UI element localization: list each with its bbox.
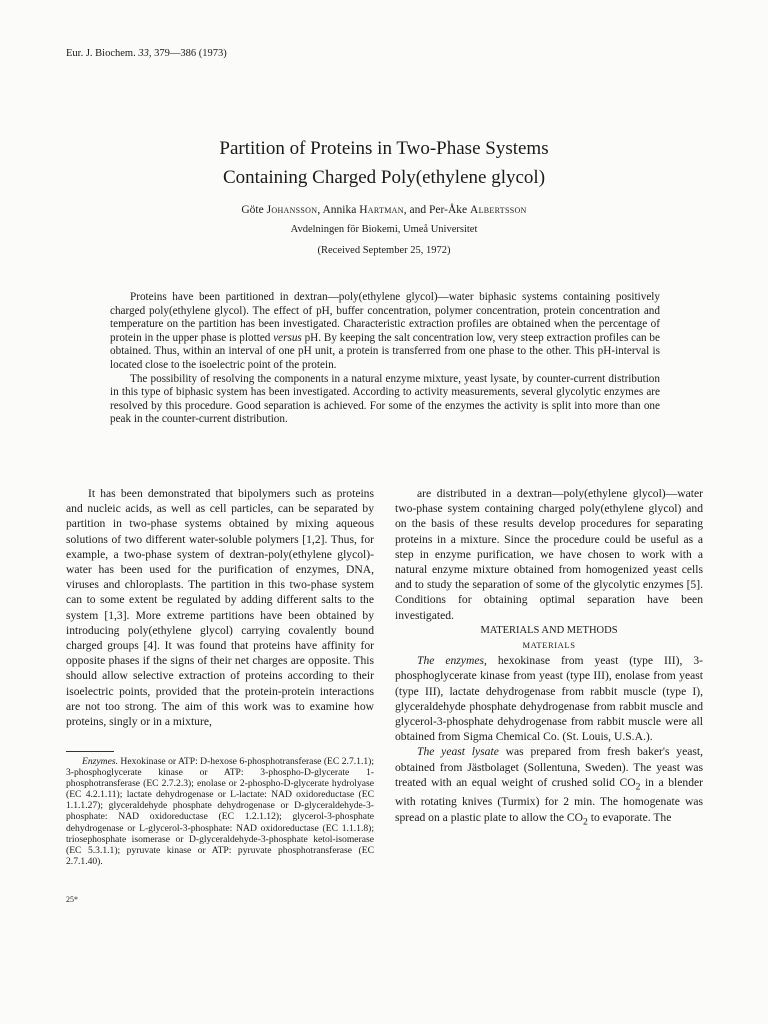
intro-paragraph: It has been demonstrated that bipolymers such as proteins and nucleic acids, as well as cell particles, can be separated by partition in two-phase systems obtained by mixing aqueous solutions of two different water-soluble polymers [1,2]. Thus, for example, a two-phase system of dextran-poly(ethylene glycol)-water has been used for the purification of enzymes, DNA, viruses and chloroplasts. The partition in this two-phase system can to some extent be regulated by adding different salts to the system [1,3]. More extreme partitions have been obtained by introducing poly(ethylene glycol) carrying covalently bound charged groups [4]. It was found that proteins have affinity for opposite phases if the signs of their net charges are opposite. This should allow selective extraction of proteins according to their isoelectric points, provided that the protein-protein interactions are not too strong. The aim of this work was to examine how proteins, singly or in a mixture, — [66, 487, 374, 729]
right-column — [395, 486, 703, 829]
enzymes-paragraph — [395, 653, 703, 744]
abstract-paragraph-1 — [110, 291, 660, 373]
intro-continued-paragraph: are distributed in a dextran—poly(ethylene glycol)—water two-phase system containing charged poly(ethylene glycol) and on the basis of these results develop procedures for separating proteins in a mixture. Since the procedure could be useful as a step in enzyme purification, we have chosen to work with a natural enzyme mixture obtained from homogenized yeast cells and to study the separation of some of the glycolytic enzymes [5]. Conditions for obtaining optimal separation have been investigated. — [395, 487, 703, 622]
yeast-text-c: to evaporate. The — [587, 810, 672, 824]
abstract-p1-text-b: pH. By keeping the salt concentration low, very steep extraction profiles can be obtained. Thus, within an interval of one pH unit, a protein is transferred from one phase to the other. This pH-interval is located close to the isoelectric point of the protein. — [110, 331, 660, 371]
yeast-text-a: was prepared from fresh baker's yeast, obtained from Jästbolaget (Sollentuna, Sweden). The yeast was treated with an equal weight of crushed solid CO — [395, 745, 703, 789]
page-signature-mark: 25* — [66, 895, 78, 904]
author-list — [0, 204, 768, 216]
footnote-paragraph — [66, 756, 374, 867]
abstract-p1-text-a: Proteins have been partitioned in dextran—poly(ethylene glycol)—water biphasic systems containing positively charged poly(ethylene glycol). The effect of pH, buffer concentration, polymer concentration, protein concentration and temperature on the partition has been investigated. Characteristic extraction profiles are obtained when the percentage of protein in the upper phase is plotted — [110, 291, 660, 344]
yeast-lysate-paragraph — [395, 744, 703, 829]
received-date: (Received September 25, 1972) — [317, 245, 451, 256]
author-2-family: Hartman — [359, 204, 404, 216]
footnote-text: Hexokinase or ATP: D-hexose 6-phosphotransferase (EC 2.7.1.1); 3-phosphoglycerate kinase or ATP: 3-phospho-D-glycerate 1-phosphotransferase (EC 2.7.2.3); enolase or 2-phospho-D-glycerate hydrolyase (EC 4.2.1.11); lactate dehydrogenase or L-lactate: NAD oxidoreductase (EC 1.1.1.27); glyceraldehyde phosphate dehydrogenase or D-glyceraldehyde-3-phosphate: NAD oxidoreductase (EC 1.2.1.12); glycerol-3-phosphate dehydrogenase or L-glycerol-3-phosphate: NAD oxidoreductase (EC 1.1.1.8); triosephosphate isomerase or D-glyceraldehyde-3-phosphate ketol-isomerase (EC 5.3.1.1); pyruvate kinase or ATP: pyruvate phosphotransferase (EC 2.7.1.40). — [66, 756, 374, 867]
journal-citation — [66, 48, 227, 59]
paper-title — [0, 134, 768, 192]
author-3-family: Albertsson — [470, 204, 527, 216]
title-line-1: Partition of Proteins in Two-Phase Systems — [219, 138, 549, 159]
affiliation: Avdelningen för Biokemi, Umeå Universitet — [290, 224, 478, 235]
enzyme-footnote — [66, 756, 374, 867]
subscript-2-a: 2 — [635, 781, 641, 793]
abstract-paragraph-2: The possibility of resolving the components in a natural enzyme mixture, yeast lysate, by counter-current distribution in this type of biphasic system has been investigated. According to activity measurements, several glycolytic enzymes are resolved by this procedure. Good separation is achieved. For some of the enzymes the activity is split into more than one peak in the counter-current distribution. — [110, 372, 660, 426]
citation-volume: 33, — [138, 48, 152, 59]
enzymes-label: The enzymes, — [417, 654, 487, 668]
yeast-lysate-label: The yeast lysate — [417, 745, 499, 759]
title-line-2: Containing Charged Poly(ethylene glycol) — [222, 167, 546, 188]
author-3-given: Per-Åke — [429, 204, 468, 216]
abstract-p1-versus: versus — [273, 331, 302, 344]
yeast-text-b: in a blender with rotating knives (Turmix) for 2 min. The homogenate was spread on a plastic plate to allow the CO — [395, 775, 704, 824]
author-2-given: Annika — [322, 204, 357, 216]
section-heading: MATERIALS AND METHODS — [480, 624, 618, 636]
subscript-2-b: 2 — [583, 815, 588, 827]
footnote-label: Enzymes. — [82, 756, 118, 767]
footnote-rule — [66, 751, 114, 752]
author-separator-1: , — [317, 204, 323, 216]
left-column — [66, 486, 374, 729]
author-separator-2: , and — [403, 204, 430, 216]
enzymes-text: hexokinase from yeast (type III), 3-phosphoglycerate kinase from yeast (type III), enolase from yeast (type III), lactate dehydrogenase from rabbit muscle (type I), glyceraldehyde phosphate dehydrogenase from rabbit muscle and glycerol-3-phosphate dehydrogenase from rabbit muscle were all obtained from Sigma Chemical Co. (St. Louis, U.S.A.). — [395, 654, 703, 744]
author-1-family: Johansson — [266, 204, 318, 216]
author-1-given: Göte — [241, 204, 264, 216]
abstract — [110, 291, 660, 427]
subsection-heading: MATERIALS — [522, 640, 576, 651]
citation-prefix: Eur. J. Biochem. — [66, 48, 136, 59]
citation-pages-year: 379—386 (1973) — [154, 48, 227, 59]
